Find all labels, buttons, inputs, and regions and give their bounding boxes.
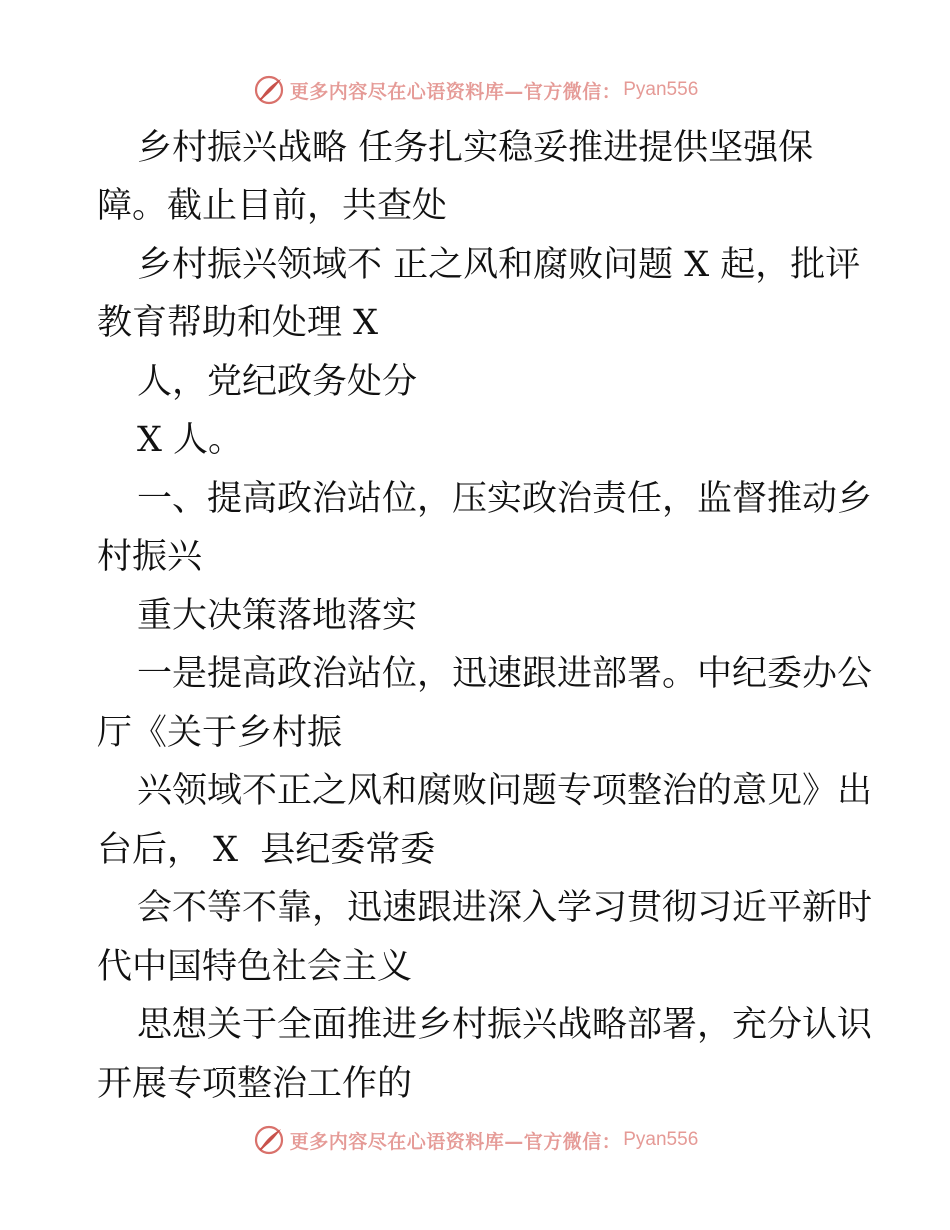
text-line: 障。截止目前，共查处 <box>97 186 448 226</box>
text-line: 乡村振兴领域不 正之风和腐败问题 X 起，批评 <box>137 245 861 285</box>
text-line: 会不等不靠，迅速跟进深入学习贯彻习近平新时 <box>137 888 873 928</box>
text-line: 思想关于全面推进乡村振兴战略部署，充分认识 <box>137 1005 873 1045</box>
text-line: 一是提高政治站位，迅速跟进部署。中纪委办公 <box>137 654 873 694</box>
text-line: 重大决策落地落实 <box>137 596 418 636</box>
text-line: 教育帮助和处理 X <box>97 303 379 343</box>
banner-site-text: 更多内容尽在心语资料库—官方微信： <box>289 80 622 103</box>
footer-watermark-banner <box>0 1120 950 1160</box>
text-line: X 人。 <box>137 420 244 460</box>
banner-wechat-id: Pyan556 <box>623 79 699 100</box>
text-line: 台后， X 县纪委常委 <box>97 830 436 870</box>
feather-logo-icon <box>252 1123 286 1157</box>
text-line: 乡村振兴战略 任务扎实稳妥推进提供坚强保 <box>137 128 814 168</box>
header-watermark-banner <box>0 70 950 110</box>
text-line: 厅《关于乡村振 <box>97 713 343 753</box>
banner-site-text: 更多内容尽在心语资料库—官方微信： <box>289 1130 622 1153</box>
text-line: 一、提高政治站位，压实政治责任，监督推动乡 <box>137 479 873 519</box>
feather-logo-icon <box>252 73 286 107</box>
text-line: 兴领域不正之风和腐败问题专项整治的意见》出 <box>137 771 873 811</box>
text-line: 村振兴 <box>97 537 203 577</box>
text-line: 开展专项整治工作的 <box>97 1064 413 1104</box>
banner-wechat-id: Pyan556 <box>623 1129 699 1150</box>
text-line: 人，党纪政务处分 <box>137 362 418 402</box>
text-line: 代中国特色社会主义 <box>97 947 413 987</box>
